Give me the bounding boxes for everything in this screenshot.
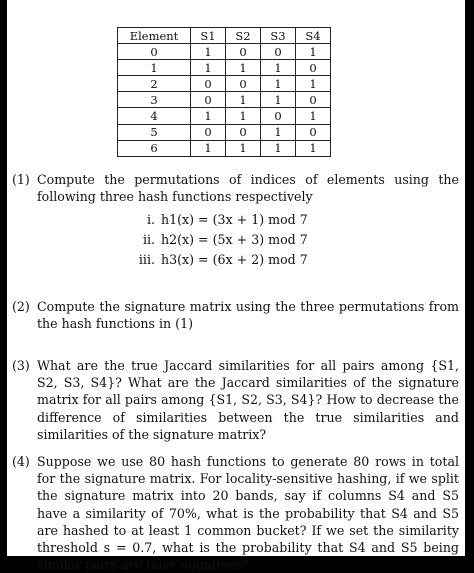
table-row [118,76,331,92]
question-3 [12,357,459,443]
hash-function-label: i. [146,212,155,227]
membership-cell: 1 [261,92,296,108]
membership-cell: 1 [261,76,296,92]
table-row [118,140,331,156]
question-number: (3) [12,358,30,373]
element-cell: 4 [118,108,191,124]
header-s4: S4 [296,28,331,44]
element-cell: 0 [118,44,191,60]
membership-cell: 0 [296,124,331,140]
header-s3: S3 [261,28,296,44]
question-text: What are the true Jaccard similarities for all pairs among {S1, S2, S3, S4}? What are the Jaccard similarities of the signature matrix for all pairs among {S1, S2, S3, S4}? How to decrease the difference of similarities between the true similarities and similarities of the signature matrix? [37,358,459,442]
membership-cell: 1 [296,108,331,124]
hash-function-formula: h3(x) = (6x + 2) mod 7 [161,252,308,267]
membership-cell: 1 [296,44,331,60]
membership-cell: 1 [296,76,331,92]
question-number: (2) [12,299,30,314]
table-row [118,44,331,60]
table-row [118,92,331,108]
question-text: Suppose we use 80 hash functions to generate 80 rows in total for the signature matrix. For locality-sensitive hashing, if we split the signature matrix into 20 bands, say if columns S4 and S5 have a similarity of 70%, what is the probability that S4 and S5 are hashed to at least 1 common bucket? If we set the similarity threshold s = 0.7, what is the probability that S4 and S5 being similar pairs are false negatives? [37,454,459,573]
question-number: (4) [12,454,30,469]
question-2 [12,298,459,332]
membership-cell: 0 [226,124,261,140]
hash-function-1 [119,211,308,228]
question-text: Compute the permutations of indices of elements using the following three hash functions respectively [37,172,459,205]
element-cell: 3 [118,92,191,108]
question-4 [12,453,459,573]
question-1 [12,171,459,205]
membership-cell: 0 [226,76,261,92]
membership-cell: 0 [296,60,331,76]
question-text: Compute the signature matrix using the three permutations from the hash functions in (1) [37,299,459,332]
membership-cell: 1 [226,108,261,124]
hash-function-label: iii. [138,252,155,267]
element-cell: 5 [118,124,191,140]
element-set-table [117,27,331,157]
membership-cell: 0 [226,44,261,60]
membership-cell: 1 [191,140,226,156]
membership-cell: 1 [296,140,331,156]
hash-function-2 [119,231,308,248]
membership-cell: 0 [191,92,226,108]
membership-cell: 1 [191,60,226,76]
table-body [118,44,331,157]
header-s2: S2 [226,28,261,44]
hash-function-formula: h2(x) = (5x + 3) mod 7 [161,232,308,247]
element-cell: 2 [118,76,191,92]
question-number: (1) [12,172,30,187]
membership-cell: 1 [261,60,296,76]
membership-cell: 0 [261,108,296,124]
hash-function-3 [119,251,308,268]
table-row [118,60,331,76]
membership-cell: 1 [191,108,226,124]
membership-cell: 0 [261,44,296,60]
membership-cell: 1 [226,60,261,76]
membership-cell: 1 [226,92,261,108]
membership-cell: 0 [191,76,226,92]
table-header-row [118,28,331,44]
element-cell: 6 [118,140,191,156]
header-s1: S1 [191,28,226,44]
membership-cell: 1 [261,140,296,156]
hash-function-formula: h1(x) = (3x + 1) mod 7 [161,212,308,227]
table-row [118,108,331,124]
membership-cell: 0 [191,124,226,140]
membership-cell: 1 [261,124,296,140]
table-row [118,124,331,140]
document-page [7,0,465,573]
membership-cell: 1 [226,140,261,156]
membership-cell: 0 [296,92,331,108]
membership-cell: 1 [191,44,226,60]
hash-function-label: ii. [142,232,155,247]
header-element: Element [118,28,191,44]
element-cell: 1 [118,60,191,76]
